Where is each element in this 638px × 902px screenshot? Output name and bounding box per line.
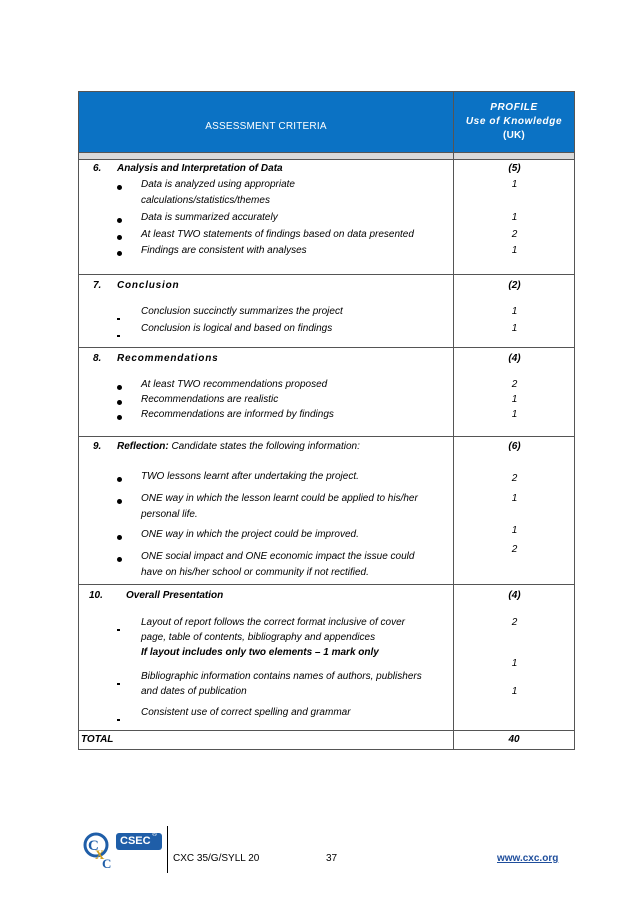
section-10-item-2: Bibliographic information contains names of authors, publishers <box>141 671 422 682</box>
bullet-icon <box>117 329 120 340</box>
section-9-title: Reflection: <box>117 441 169 452</box>
section-7-item-1: Conclusion succinctly summarizes the project <box>141 306 343 317</box>
section-8-item-3: Recommendations are informed by findings <box>141 409 334 420</box>
total-value: 40 <box>508 734 520 745</box>
section-10-title: Overall Presentation <box>126 590 224 601</box>
section-8-mark-1: 2 <box>511 379 518 390</box>
section-6-number: 6. <box>93 163 102 174</box>
section-9-item-2: ONE way in which the lesson learnt could be applied to his/her <box>141 493 418 504</box>
section-6-item-1-cont: calculations/statistics/themes <box>141 195 270 206</box>
section-10-marks: (4) <box>508 590 521 601</box>
table-header-row <box>79 92 575 153</box>
section-9-item-4: ONE social impact and ONE economic impact the issue could <box>141 551 415 562</box>
section-10-item-2-cont: and dates of publication <box>141 686 247 697</box>
profile-header-line2: Use of Knowledge <box>465 116 563 127</box>
bullet-icon <box>117 248 122 259</box>
section-6-mark-3: 2 <box>511 229 518 240</box>
bullet-icon <box>117 623 120 634</box>
svg-text:C: C <box>102 856 112 871</box>
section-9-title-rest: Candidate states the following information: <box>168 441 360 452</box>
profile-header-line3: (UK) <box>503 130 525 141</box>
criteria-header <box>79 92 454 153</box>
section-8-marks: (4) <box>508 353 521 364</box>
section-6-mark-4: 1 <box>511 245 518 256</box>
bullet-icon <box>117 474 122 485</box>
section-6-item-4: Findings are consistent with analyses <box>141 245 307 256</box>
bullet-icon <box>117 397 122 408</box>
assessment-table <box>78 91 575 750</box>
section-9-item-1: TWO lessons learnt after undertaking the project. <box>141 471 359 482</box>
section-9-mark-2: 1 <box>511 493 518 504</box>
section-10-item-1: Layout of report follows the correct format inclusive of cover <box>141 617 406 628</box>
profile-header-line1: PROFILE <box>490 102 538 113</box>
logo-registered-mark: ® <box>152 831 158 838</box>
section-8-item-2: Recommendations are realistic <box>141 394 279 405</box>
section-7-number: 7. <box>93 280 102 291</box>
bullet-icon <box>117 312 120 323</box>
section-8-item-1: At least TWO recommendations proposed <box>141 379 328 390</box>
footer-syllabus-code: CXC 35/G/SYLL 20 <box>173 853 260 864</box>
svg-text:C: C <box>88 838 99 854</box>
section-10-item-1-cont: page, table of contents, bibliography and appendices <box>141 632 376 643</box>
section-10-mark-3: 1 <box>511 686 518 697</box>
logo-text: CSEC <box>120 835 151 847</box>
section-6-item-3: At least TWO statements of findings based on data presented <box>141 229 414 240</box>
section-8-mark-3: 1 <box>511 409 518 420</box>
criteria-header-label: ASSESSMENT CRITERIA <box>205 120 327 132</box>
section-8-mark-2: 1 <box>511 394 518 405</box>
section-6-mark-2: 1 <box>511 212 518 223</box>
section-10-row <box>79 585 575 731</box>
section-9-number: 9. <box>93 441 102 452</box>
bullet-icon <box>117 215 122 226</box>
section-10-item-3: Consistent use of correct spelling and grammar <box>141 707 351 718</box>
section-9-marks: (6) <box>508 441 521 452</box>
section-6-mark-1: 1 <box>511 179 518 190</box>
bullet-icon <box>117 532 122 543</box>
section-8-title: Recommendations <box>117 353 219 364</box>
cxc-csec-logo <box>82 823 172 871</box>
profile-header <box>454 92 575 153</box>
section-6-marks: (5) <box>508 163 521 174</box>
section-10-number: 10. <box>89 590 103 601</box>
section-9-item-3: ONE way in which the project could be improved. <box>141 529 359 540</box>
footer-page-number: 37 <box>326 853 338 864</box>
footer-divider <box>167 826 168 873</box>
bullet-icon <box>117 232 122 243</box>
section-8-row <box>79 348 575 437</box>
section-9-mark-4: 2 <box>511 544 518 555</box>
bullet-icon <box>117 677 120 688</box>
section-6-item-1: Data is analyzed using appropriate <box>141 179 295 190</box>
section-6-title: Analysis and Interpretation of Data <box>117 163 283 174</box>
bullet-icon <box>117 713 120 724</box>
section-9-mark-1: 2 <box>511 473 518 484</box>
section-10-mark-1: 2 <box>511 617 518 628</box>
section-10-mark-2: 1 <box>511 658 518 669</box>
section-9-item-4-cont: have on his/her school or community if not rectified. <box>141 567 369 578</box>
section-7-mark-2: 1 <box>511 323 518 334</box>
section-9-item-2-cont: personal life. <box>141 509 198 520</box>
section-7-title: Conclusion <box>117 280 180 291</box>
section-6-item-2: Data is summarized accurately <box>141 212 278 223</box>
section-10-item-1-note: If layout includes only two elements – 1 mark only <box>141 647 379 658</box>
svg-text:X: X <box>95 847 105 862</box>
section-9-mark-3: 1 <box>511 525 518 536</box>
separator-row <box>79 153 575 160</box>
bullet-icon <box>117 554 122 565</box>
bullet-icon <box>117 412 122 423</box>
footer-website-link[interactable]: www.cxc.org <box>497 853 559 864</box>
section-7-marks: (2) <box>508 280 521 291</box>
bullet-icon <box>117 496 122 507</box>
section-7-mark-1: 1 <box>511 306 518 317</box>
bullet-icon <box>117 182 122 193</box>
total-label: TOTAL <box>81 734 114 745</box>
section-6-row <box>79 160 575 275</box>
section-9-row <box>79 437 575 585</box>
section-8-number: 8. <box>93 353 102 364</box>
section-7-row <box>79 275 575 348</box>
total-row <box>79 731 575 750</box>
section-7-item-2: Conclusion is logical and based on findings <box>141 323 333 334</box>
bullet-icon <box>117 382 122 393</box>
